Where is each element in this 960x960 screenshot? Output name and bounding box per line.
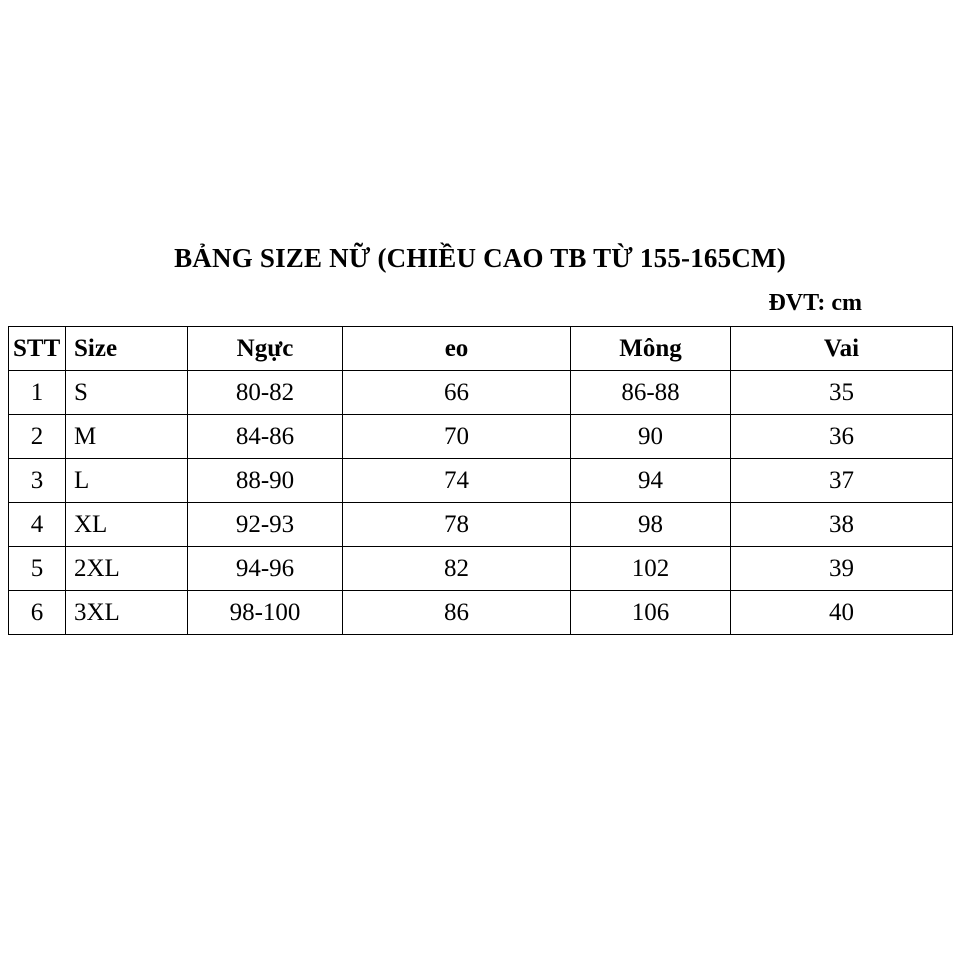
- cell-size: S: [66, 371, 188, 415]
- cell-stt: 6: [9, 591, 66, 635]
- cell-eo: 70: [343, 415, 571, 459]
- cell-size: 2XL: [66, 547, 188, 591]
- cell-nguc: 88-90: [188, 459, 343, 503]
- column-header-vai: Vai: [731, 327, 953, 371]
- table-row: [9, 503, 953, 547]
- table-row: [9, 591, 953, 635]
- cell-vai: 37: [731, 459, 953, 503]
- cell-size: L: [66, 459, 188, 503]
- column-header-eo: eo: [343, 327, 571, 371]
- column-header-mong: Mông: [571, 327, 731, 371]
- cell-stt: 3: [9, 459, 66, 503]
- size-table: [8, 326, 953, 635]
- cell-vai: 38: [731, 503, 953, 547]
- cell-vai: 36: [731, 415, 953, 459]
- cell-vai: 39: [731, 547, 953, 591]
- table-row: [9, 415, 953, 459]
- cell-eo: 66: [343, 371, 571, 415]
- column-header-stt: STT: [9, 327, 66, 371]
- cell-eo: 74: [343, 459, 571, 503]
- cell-nguc: 84-86: [188, 415, 343, 459]
- page-title: BẢNG SIZE NỮ (CHIỀU CAO TB TỪ 155-165CM): [174, 243, 786, 273]
- cell-nguc: 94-96: [188, 547, 343, 591]
- cell-mong: 94: [571, 459, 731, 503]
- cell-nguc: 98-100: [188, 591, 343, 635]
- cell-mong: 106: [571, 591, 731, 635]
- cell-vai: 40: [731, 591, 953, 635]
- table-row: [9, 547, 953, 591]
- cell-mong: 90: [571, 415, 731, 459]
- cell-mong: 102: [571, 547, 731, 591]
- cell-size: M: [66, 415, 188, 459]
- table-header-row: [9, 327, 953, 371]
- unit-note: ĐVT: cm: [768, 290, 862, 316]
- cell-vai: 35: [731, 371, 953, 415]
- cell-size: XL: [66, 503, 188, 547]
- cell-nguc: 92-93: [188, 503, 343, 547]
- cell-mong: 86-88: [571, 371, 731, 415]
- table-body: [9, 371, 953, 635]
- cell-mong: 98: [571, 503, 731, 547]
- cell-nguc: 80-82: [188, 371, 343, 415]
- table-header: [9, 327, 953, 371]
- cell-stt: 4: [9, 503, 66, 547]
- cell-stt: 5: [9, 547, 66, 591]
- cell-stt: 2: [9, 415, 66, 459]
- cell-stt: 1: [9, 371, 66, 415]
- cell-size: 3XL: [66, 591, 188, 635]
- table-row: [9, 459, 953, 503]
- column-header-size: Size: [66, 327, 188, 371]
- column-header-nguc: Ngực: [188, 327, 343, 371]
- cell-eo: 82: [343, 547, 571, 591]
- cell-eo: 78: [343, 503, 571, 547]
- cell-eo: 86: [343, 591, 571, 635]
- table-row: [9, 371, 953, 415]
